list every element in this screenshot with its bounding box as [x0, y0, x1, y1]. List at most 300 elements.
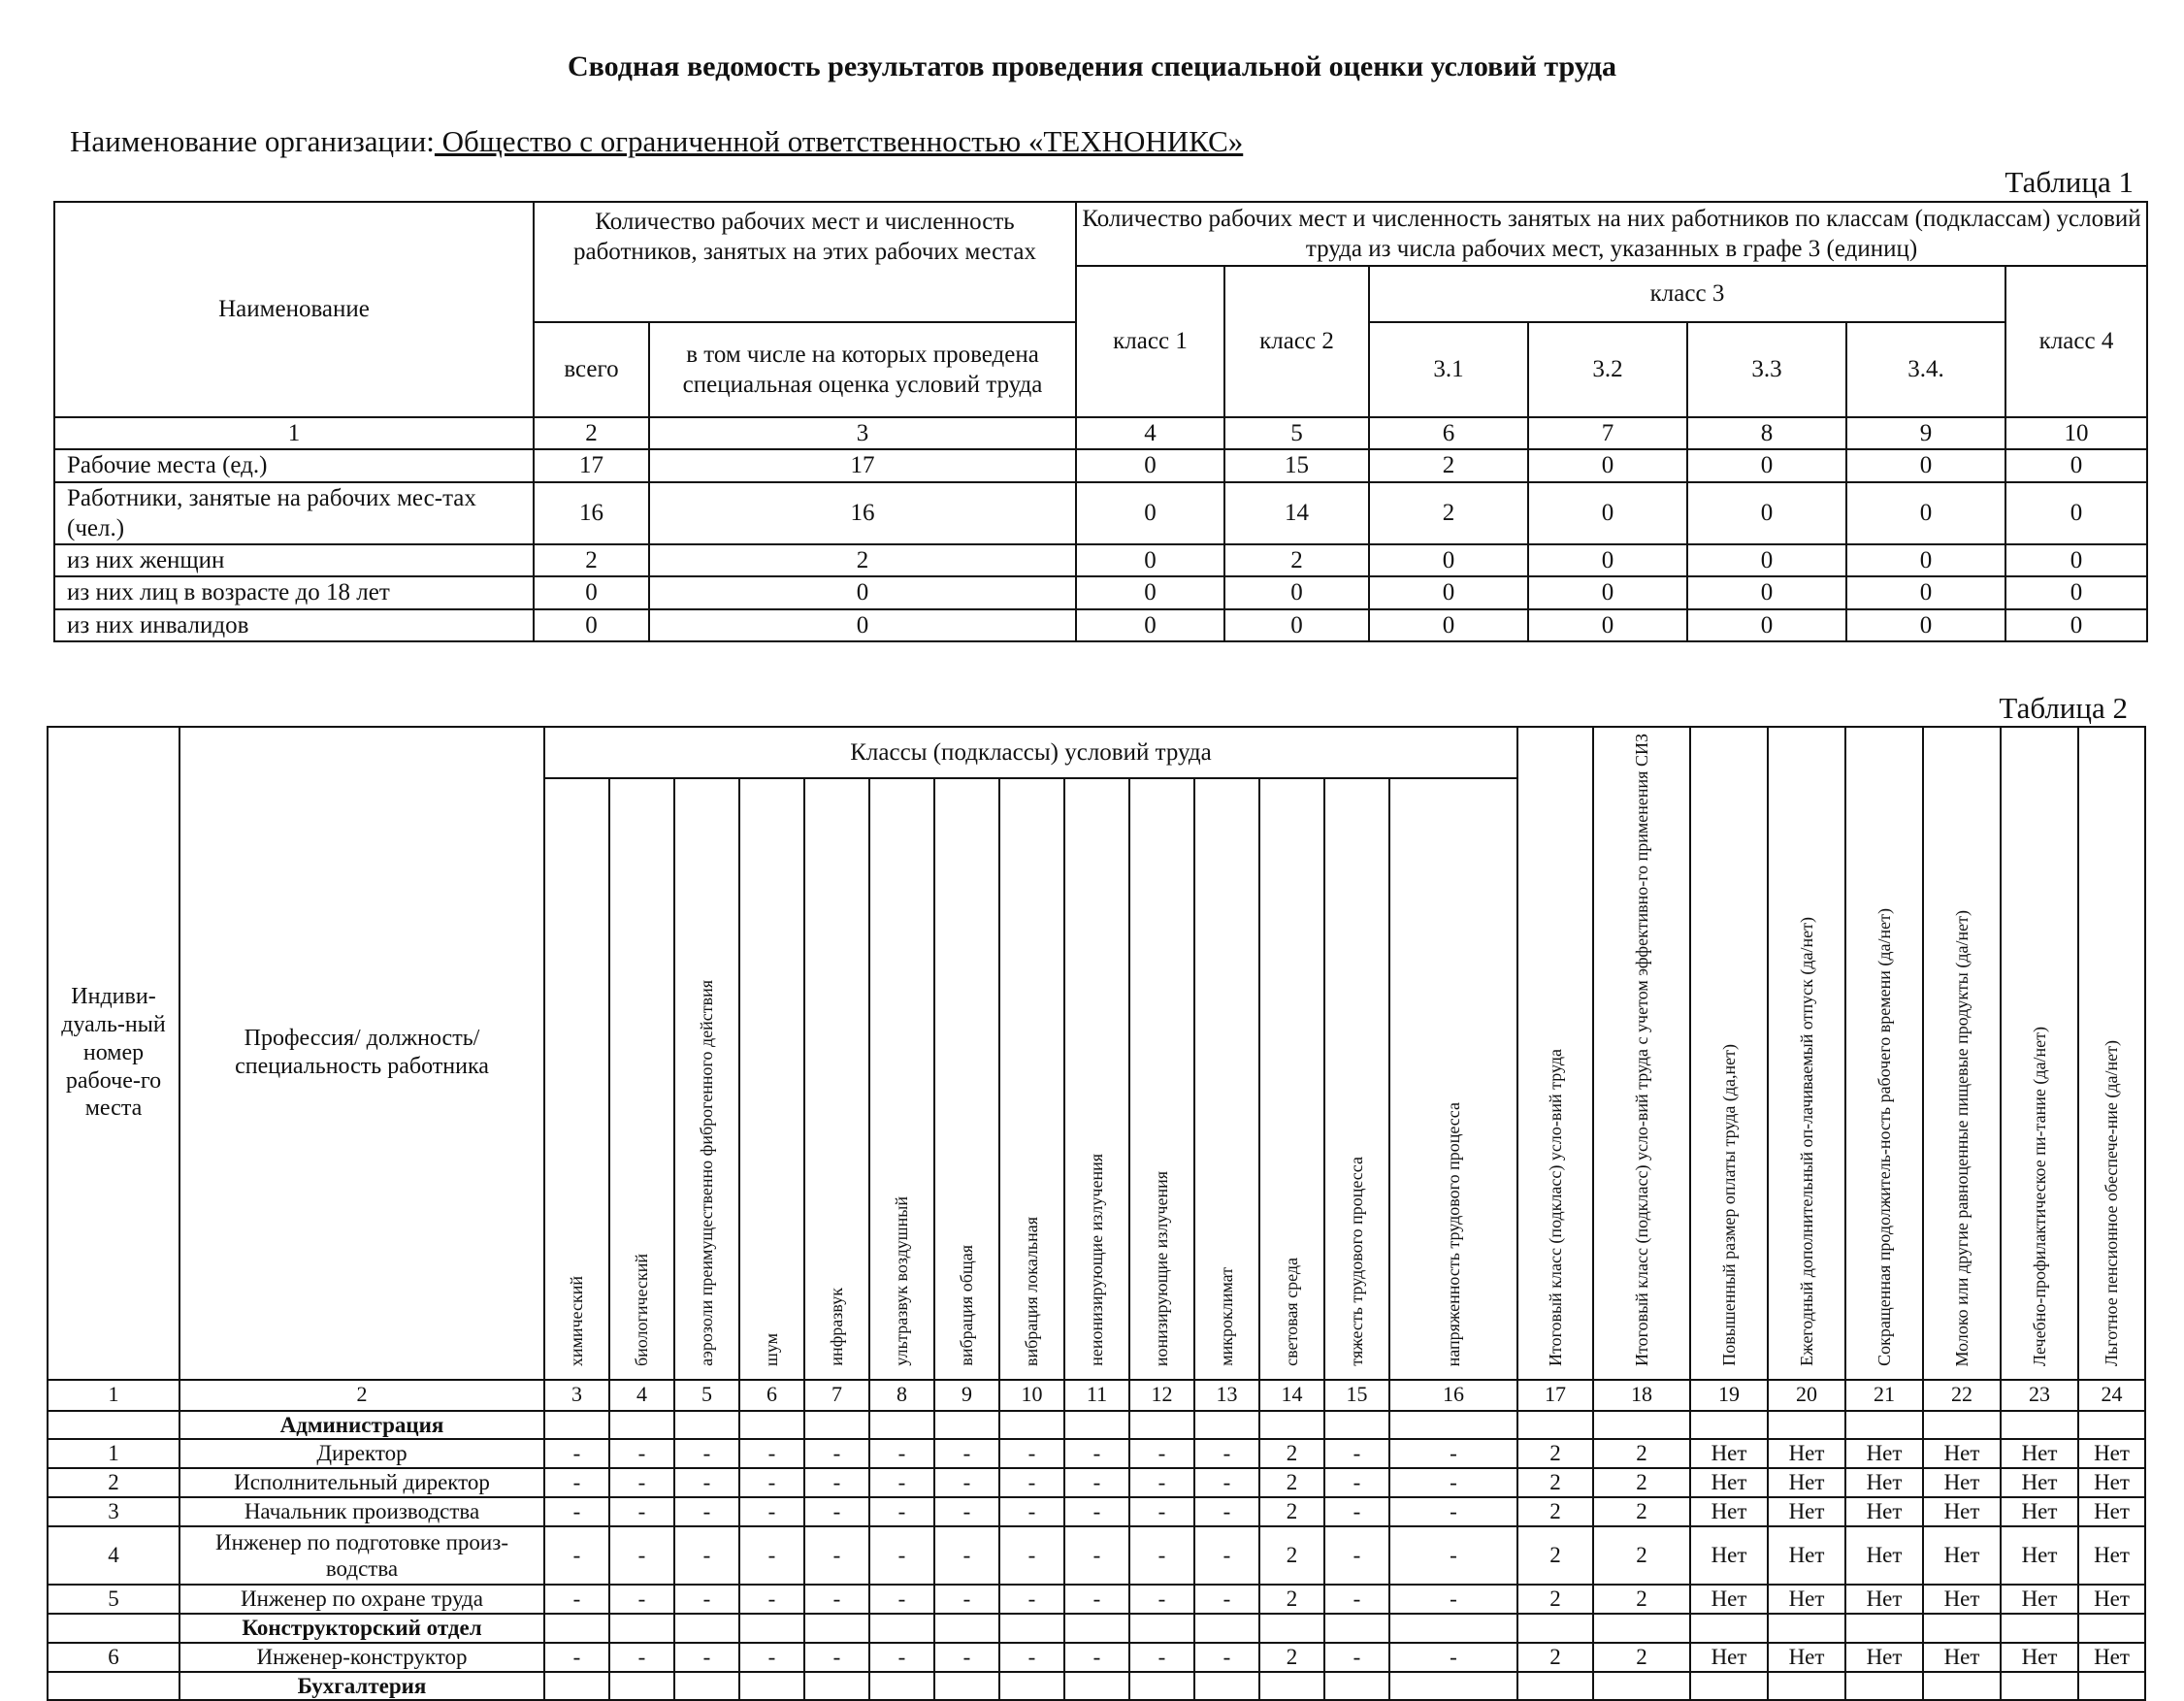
section-empty	[1324, 1614, 1389, 1643]
cell-value: 14	[1224, 482, 1369, 545]
cell-value: 17	[649, 449, 1076, 481]
cell-value: 2	[1593, 1497, 1690, 1526]
header-count-group: Количество рабочих мест и численность работников, занятых на этих рабочих местах	[534, 202, 1076, 322]
table-row	[48, 1468, 2145, 1497]
column-number: 8	[869, 1380, 934, 1411]
cell-value: -	[999, 1526, 1064, 1585]
cell-value: -	[1389, 1497, 1517, 1526]
section-empty	[1064, 1411, 1129, 1440]
cell-value: Нет	[1690, 1585, 1768, 1614]
cell-value: 0	[1687, 482, 1846, 545]
header-factor-9	[934, 778, 999, 1379]
cell-value: -	[1194, 1643, 1259, 1672]
header-extra-23	[2001, 727, 2078, 1380]
table2-label: Таблица 2	[1999, 691, 2128, 725]
cell-value: Нет	[1923, 1526, 2001, 1585]
column-numbers-row	[54, 417, 2147, 449]
cell-value: -	[1324, 1497, 1389, 1526]
workplaces-table	[47, 726, 2146, 1701]
cell-value: 0	[1528, 609, 1687, 641]
cell-value: Нет	[2078, 1439, 2145, 1468]
section-empty	[1845, 1614, 1923, 1643]
header-factor-text: вибрация локальная	[1022, 1216, 1042, 1366]
header-factor-text: неионизирующие излучения	[1087, 1154, 1107, 1366]
workplace-number: 5	[48, 1585, 179, 1614]
cell-value: -	[609, 1439, 674, 1468]
section-empty	[999, 1411, 1064, 1440]
cell-value: 0	[1846, 482, 2005, 545]
column-number: 17	[1517, 1380, 1593, 1411]
column-number: 18	[1593, 1380, 1690, 1411]
table-row	[54, 544, 2147, 576]
header-factor-12	[1129, 778, 1194, 1379]
header-factor-text: вибрация общая	[957, 1245, 977, 1366]
section-empty	[869, 1672, 934, 1701]
cell-value: -	[1389, 1468, 1517, 1497]
section-empty	[1064, 1672, 1129, 1701]
cell-value: -	[1389, 1439, 1517, 1468]
section-empty	[1129, 1411, 1194, 1440]
workplace-number: 2	[48, 1468, 179, 1497]
section-empty	[1194, 1672, 1259, 1701]
section-empty	[1259, 1672, 1324, 1701]
section-empty	[609, 1411, 674, 1440]
cell-value: 0	[1846, 449, 2005, 481]
section-empty	[1923, 1614, 2001, 1643]
section-empty	[1768, 1411, 1845, 1440]
cell-value: 16	[649, 482, 1076, 545]
workplace-profession: Инженер-конструктор	[179, 1643, 544, 1672]
cell-value: 0	[1076, 576, 1224, 608]
cell-value: -	[674, 1585, 739, 1614]
header-factor-text: химический	[567, 1275, 587, 1366]
column-number: 10	[2005, 417, 2147, 449]
column-number: 7	[1528, 417, 1687, 449]
cell-value: -	[1064, 1439, 1129, 1468]
cell-value: 0	[1528, 576, 1687, 608]
header-factor-text: биологический	[632, 1253, 652, 1366]
cell-value: -	[544, 1585, 609, 1614]
cell-value: -	[934, 1468, 999, 1497]
cell-value: 0	[1076, 482, 1224, 545]
section-empty	[1517, 1614, 1593, 1643]
header-factor-3	[544, 778, 609, 1379]
cell-value: 2	[1259, 1468, 1324, 1497]
column-number: 7	[804, 1380, 869, 1411]
cell-value: 2	[1593, 1643, 1690, 1672]
cell-value: -	[1194, 1526, 1259, 1585]
organization-value: Общество с ограниченной ответственностью «ТЕХНОНИКС»	[434, 124, 1244, 158]
section-title: Бухгалтерия	[179, 1672, 544, 1701]
cell-value: 0	[1076, 544, 1224, 576]
header-extra-19-text: Повышенный размер оплаты труда (да,нет)	[1718, 1044, 1739, 1366]
cell-value: Нет	[1690, 1643, 1768, 1672]
cell-value: 2	[1369, 482, 1528, 545]
cell-value: -	[1129, 1439, 1194, 1468]
cell-value: -	[1194, 1585, 1259, 1614]
column-number: 9	[1846, 417, 2005, 449]
column-number: 24	[2078, 1380, 2145, 1411]
header-factor-text: ионизирующие излучения	[1152, 1170, 1172, 1366]
cell-value: Нет	[1845, 1643, 1923, 1672]
header-extra-21	[1845, 727, 1923, 1380]
cell-value: -	[674, 1643, 739, 1672]
header-final-class	[1517, 727, 1593, 1380]
cell-value: 0	[1224, 576, 1369, 608]
cell-value: 15	[1224, 449, 1369, 481]
cell-value: 0	[1224, 609, 1369, 641]
row-name: Работники, занятые на рабочих мес-тах (чел.)	[54, 482, 534, 545]
cell-value: 0	[534, 576, 649, 608]
header-factor-8	[869, 778, 934, 1379]
cell-value: Нет	[1690, 1468, 1768, 1497]
cell-value: Нет	[2001, 1439, 2078, 1468]
column-number: 8	[1687, 417, 1846, 449]
section-empty	[544, 1411, 609, 1440]
organization-line	[70, 124, 1243, 159]
table-row	[54, 482, 2147, 545]
row-name: Рабочие места (ед.)	[54, 449, 534, 481]
header-class3-1: 3.1	[1369, 322, 1528, 417]
column-number: 22	[1923, 1380, 2001, 1411]
header-class2: класс 2	[1224, 266, 1369, 417]
section-empty	[1690, 1672, 1768, 1701]
column-number: 4	[609, 1380, 674, 1411]
cell-value: Нет	[1923, 1585, 2001, 1614]
cell-value: -	[934, 1585, 999, 1614]
cell-value: -	[804, 1643, 869, 1672]
cell-value: -	[1324, 1526, 1389, 1585]
cell-value: -	[934, 1643, 999, 1672]
section-empty	[869, 1614, 934, 1643]
cell-value: 0	[2005, 576, 2147, 608]
header-extra-21-text: Сокращенная продолжитель-ность рабочего времени (да/нет)	[1874, 908, 1894, 1366]
cell-value: -	[544, 1643, 609, 1672]
section-empty	[869, 1411, 934, 1440]
section-empty	[804, 1672, 869, 1701]
cell-value: -	[609, 1497, 674, 1526]
column-number: 23	[2001, 1380, 2078, 1411]
row-name: из них лиц в возрасте до 18 лет	[54, 576, 534, 608]
cell-value: -	[674, 1526, 739, 1585]
organization-label: Наименование организации:	[70, 124, 435, 158]
row-name: из них инвалидов	[54, 609, 534, 641]
section-empty	[1923, 1411, 2001, 1440]
header-individual-number: Индиви-дуаль-ный номер рабоче-го места	[48, 727, 179, 1380]
section-empty	[609, 1614, 674, 1643]
cell-value: -	[544, 1468, 609, 1497]
section-empty	[1517, 1411, 1593, 1440]
cell-value: 0	[534, 609, 649, 641]
section-empty	[1064, 1614, 1129, 1643]
cell-value: 0	[2005, 609, 2147, 641]
workplace-number: 3	[48, 1497, 179, 1526]
cell-value: 0	[1528, 544, 1687, 576]
header-factor-16	[1389, 778, 1517, 1379]
section-empty	[2001, 1411, 2078, 1440]
header-extra-24	[2078, 727, 2145, 1380]
cell-value: 2	[1593, 1439, 1690, 1468]
cell-value: Нет	[1923, 1643, 2001, 1672]
header-profession: Профессия/ должность/ специальность работника	[179, 727, 544, 1380]
section-empty	[1593, 1614, 1690, 1643]
cell-value: Нет	[1923, 1497, 2001, 1526]
section-empty	[934, 1411, 999, 1440]
column-number: 13	[1194, 1380, 1259, 1411]
section-empty	[999, 1614, 1064, 1643]
cell-value: 0	[1687, 609, 1846, 641]
section-empty	[934, 1672, 999, 1701]
cell-value: -	[934, 1439, 999, 1468]
section-empty	[1129, 1614, 1194, 1643]
column-number: 3	[544, 1380, 609, 1411]
table1-label: Таблица 1	[2005, 165, 2134, 199]
row-name: из них женщин	[54, 544, 534, 576]
column-number: 9	[934, 1380, 999, 1411]
header-factor-text: инфразвук	[827, 1288, 847, 1366]
section-empty	[1768, 1614, 1845, 1643]
section-empty	[544, 1672, 609, 1701]
header-extra-24-text: Льготное пенсионное обеспече-ние (да/нет)	[2102, 1039, 2122, 1366]
column-number: 5	[1224, 417, 1369, 449]
cell-value: Нет	[1690, 1439, 1768, 1468]
cell-value: Нет	[2078, 1497, 2145, 1526]
cell-value: -	[869, 1468, 934, 1497]
cell-value: 2	[534, 544, 649, 576]
header-name: Наименование	[54, 202, 534, 417]
cell-value: Нет	[2001, 1585, 2078, 1614]
cell-value: 0	[1846, 576, 2005, 608]
cell-value: -	[869, 1585, 934, 1614]
cell-value: 0	[1369, 576, 1528, 608]
section-empty	[1259, 1614, 1324, 1643]
cell-value: -	[1389, 1643, 1517, 1672]
section-empty	[1690, 1614, 1768, 1643]
section-empty	[804, 1411, 869, 1440]
section-empty	[544, 1614, 609, 1643]
section-empty	[48, 1614, 179, 1643]
cell-value: -	[869, 1643, 934, 1672]
section-empty	[739, 1672, 804, 1701]
section-empty	[1517, 1672, 1593, 1701]
table-row	[54, 449, 2147, 481]
table-row	[48, 1643, 2145, 1672]
header-factor-14	[1259, 778, 1324, 1379]
cell-value: 0	[1846, 609, 2005, 641]
cell-value: -	[1194, 1497, 1259, 1526]
workplace-number: 4	[48, 1526, 179, 1585]
cell-value: 2	[1259, 1497, 1324, 1526]
cell-value: 0	[1687, 576, 1846, 608]
cell-value: -	[739, 1468, 804, 1497]
header-extra-20	[1768, 727, 1845, 1380]
cell-value: Нет	[1845, 1526, 1923, 1585]
cell-value: -	[739, 1643, 804, 1672]
section-empty	[2001, 1614, 2078, 1643]
header-class3-2: 3.2	[1528, 322, 1687, 417]
header-extra-23-text: Лечебно-профилактическое пи-тание (да/нет)	[2029, 1026, 2049, 1366]
section-row	[48, 1672, 2145, 1701]
header-class3-3: 3.3	[1687, 322, 1846, 417]
cell-value: -	[739, 1585, 804, 1614]
cell-value: -	[544, 1439, 609, 1468]
cell-value: 0	[649, 609, 1076, 641]
section-empty	[739, 1614, 804, 1643]
header-classes-group: Классы (подклассы) условий труда	[544, 727, 1517, 778]
cell-value: 0	[1687, 544, 1846, 576]
section-empty	[674, 1411, 739, 1440]
column-numbers-row	[48, 1380, 2145, 1411]
cell-value: -	[1064, 1497, 1129, 1526]
section-empty	[48, 1672, 179, 1701]
column-number: 2	[534, 417, 649, 449]
column-number: 11	[1064, 1380, 1129, 1411]
column-number: 6	[1369, 417, 1528, 449]
cell-value: Нет	[1768, 1439, 1845, 1468]
table-row	[48, 1439, 2145, 1468]
cell-value: -	[609, 1526, 674, 1585]
section-empty	[1389, 1411, 1517, 1440]
header-factor-text: микроклимат	[1217, 1267, 1237, 1366]
cell-value: -	[1324, 1468, 1389, 1497]
cell-value: -	[1129, 1585, 1194, 1614]
cell-value: -	[674, 1439, 739, 1468]
section-empty	[1593, 1411, 1690, 1440]
cell-value: -	[609, 1643, 674, 1672]
cell-value: 2	[1259, 1643, 1324, 1672]
cell-value: Нет	[2001, 1643, 2078, 1672]
section-row	[48, 1614, 2145, 1643]
header-extra-20-text: Ежегодный дополнительный оп-лачиваемый отпуск (да/нет)	[1796, 917, 1816, 1366]
section-empty	[1768, 1672, 1845, 1701]
cell-value: -	[999, 1497, 1064, 1526]
cell-value: Нет	[1768, 1468, 1845, 1497]
workplace-profession: Инженер по охране труда	[179, 1585, 544, 1614]
cell-value: -	[804, 1439, 869, 1468]
cell-value: 2	[1517, 1497, 1593, 1526]
header-final-class-text: Итоговый класс (подкласс) усло-вий труда	[1545, 1048, 1565, 1366]
cell-value: Нет	[2078, 1643, 2145, 1672]
column-number: 1	[54, 417, 534, 449]
header-extra-22-text: Молоко или другие равноценные пищевые продукты (да/нет)	[1951, 909, 1972, 1366]
cell-value: -	[999, 1643, 1064, 1672]
header-final-class-siz-text: Итоговый класс (подкласс) усло-вий труда с учетом эффективно-го применения СИЗ	[1631, 734, 1651, 1366]
cell-value: -	[999, 1439, 1064, 1468]
cell-value: -	[544, 1526, 609, 1585]
cell-value: -	[1064, 1468, 1129, 1497]
cell-value: -	[1064, 1643, 1129, 1672]
section-empty	[934, 1614, 999, 1643]
cell-value: Нет	[2078, 1526, 2145, 1585]
cell-value: -	[1324, 1643, 1389, 1672]
cell-value: -	[1064, 1585, 1129, 1614]
section-empty	[674, 1614, 739, 1643]
cell-value: -	[1324, 1439, 1389, 1468]
cell-value: Нет	[1923, 1439, 2001, 1468]
cell-value: 2	[649, 544, 1076, 576]
table-row	[48, 1497, 2145, 1526]
cell-value: 0	[2005, 449, 2147, 481]
section-empty	[674, 1672, 739, 1701]
cell-value: Нет	[1923, 1468, 2001, 1497]
section-empty	[1129, 1672, 1194, 1701]
cell-value: 0	[1076, 449, 1224, 481]
section-empty	[1845, 1672, 1923, 1701]
header-factor-text: ультразвук воздушный	[892, 1196, 912, 1366]
column-number: 19	[1690, 1380, 1768, 1411]
cell-value: 0	[1369, 609, 1528, 641]
cell-value: -	[739, 1497, 804, 1526]
header-factor-text: световая среда	[1282, 1258, 1302, 1366]
cell-value: Нет	[1768, 1585, 1845, 1614]
cell-value: Нет	[2001, 1468, 2078, 1497]
section-empty	[2078, 1614, 2145, 1643]
section-empty	[1194, 1614, 1259, 1643]
cell-value: -	[934, 1497, 999, 1526]
section-empty	[739, 1411, 804, 1440]
section-row	[48, 1411, 2145, 1440]
cell-value: 2	[1517, 1468, 1593, 1497]
workplace-profession: Начальник производства	[179, 1497, 544, 1526]
cell-value: -	[934, 1526, 999, 1585]
cell-value: 2	[1369, 449, 1528, 481]
column-number: 16	[1389, 1380, 1517, 1411]
cell-value: 2	[1517, 1643, 1593, 1672]
cell-value: 16	[534, 482, 649, 545]
page-title: Сводная ведомость результатов проведения специальной оценки условий труда	[567, 50, 1617, 82]
cell-value: 2	[1259, 1439, 1324, 1468]
cell-value: 2	[1517, 1526, 1593, 1585]
workplace-profession: Исполнительный директор	[179, 1468, 544, 1497]
cell-value: -	[674, 1468, 739, 1497]
cell-value: 2	[1593, 1468, 1690, 1497]
cell-value: 0	[1846, 544, 2005, 576]
cell-value: Нет	[2001, 1497, 2078, 1526]
section-empty	[1259, 1411, 1324, 1440]
cell-value: 0	[1369, 544, 1528, 576]
cell-value: -	[1324, 1585, 1389, 1614]
column-number: 3	[649, 417, 1076, 449]
cell-value: 17	[534, 449, 649, 481]
cell-value: -	[1064, 1526, 1129, 1585]
cell-value: -	[739, 1439, 804, 1468]
section-empty	[48, 1411, 179, 1440]
section-empty	[999, 1672, 1064, 1701]
cell-value: -	[804, 1468, 869, 1497]
section-empty	[1194, 1411, 1259, 1440]
section-empty	[2001, 1672, 2078, 1701]
cell-value: Нет	[1690, 1497, 1768, 1526]
cell-value: -	[999, 1468, 1064, 1497]
header-factor-text: тяжесть трудового процесса	[1347, 1157, 1367, 1366]
cell-value: 2	[1517, 1439, 1593, 1468]
header-class4: класс 4	[2005, 266, 2147, 417]
header-extra-22	[1923, 727, 2001, 1380]
cell-value: Нет	[1845, 1468, 1923, 1497]
section-empty	[609, 1672, 674, 1701]
section-empty	[2078, 1672, 2145, 1701]
cell-value: 2	[1224, 544, 1369, 576]
workplace-profession: Инженер по подготовке произ-водства	[179, 1526, 544, 1585]
header-factor-text: напряженность трудового процесса	[1443, 1101, 1463, 1366]
cell-value: Нет	[1845, 1585, 1923, 1614]
section-empty	[1389, 1614, 1517, 1643]
header-factor-11	[1064, 778, 1129, 1379]
cell-value: Нет	[2001, 1526, 2078, 1585]
header-class3: класс 3	[1369, 266, 2005, 322]
cell-value: -	[999, 1585, 1064, 1614]
section-empty	[1690, 1411, 1768, 1440]
